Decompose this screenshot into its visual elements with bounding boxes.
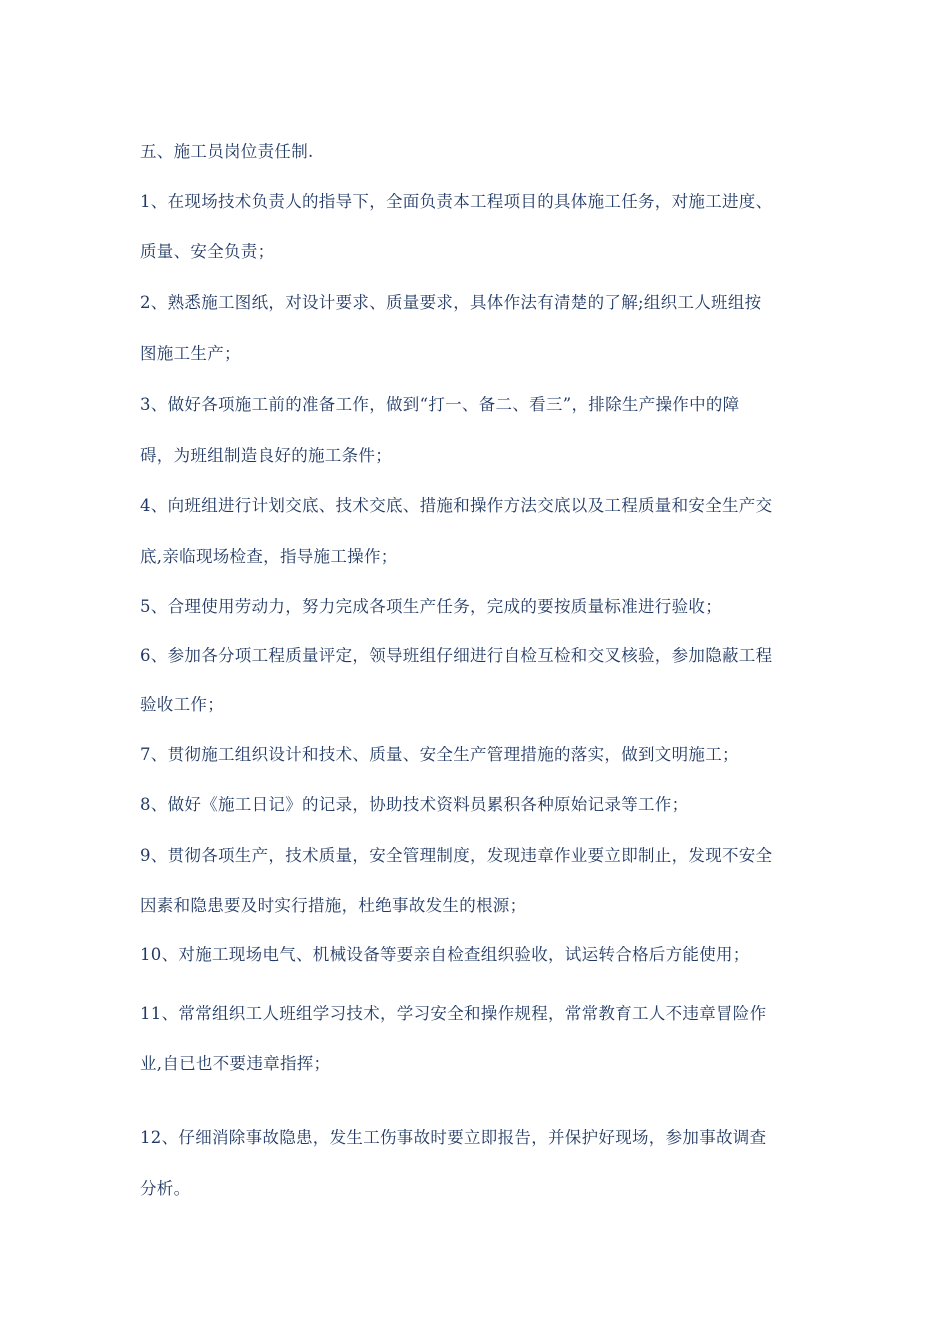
paragraph-8-line-1: 8、做好《施工日记》的记录，协助技术资料员累积各种原始记录等工作； bbox=[140, 795, 689, 814]
paragraph-7-line-1: 7、贯彻施工组织设计和技术、质量、安全生产管理措施的落实，做到文明施工； bbox=[140, 745, 739, 764]
paragraph-12-line-2: 分析。 bbox=[140, 1179, 191, 1198]
paragraph-9-line-1: 9、贯彻各项生产，技术质量，安全管理制度，发现违章作业要立即制止，发现不安全 bbox=[140, 846, 773, 865]
section-heading: 五、施工员岗位责任制. bbox=[140, 142, 314, 161]
paragraph-4-line-2: 底,亲临现场检查，指导施工操作； bbox=[140, 547, 398, 566]
paragraph-5-line-1: 5、合理使用劳动力，努力完成各项生产任务，完成的要按质量标准进行验收； bbox=[140, 597, 722, 616]
paragraph-9-line-2: 因素和隐患要及时实行措施，杜绝事故发生的根源； bbox=[140, 896, 527, 915]
paragraph-3-line-2: 碍，为班组制造良好的施工条件； bbox=[140, 446, 392, 465]
paragraph-11-line-2: 业,自已也不要违章指挥； bbox=[140, 1054, 331, 1073]
paragraph-11-line-1: 11、常常组织工人班组学习技术，学习安全和操作规程，常常教育工人不违章冒险作 bbox=[140, 1004, 767, 1023]
paragraph-10-line-1: 10、对施工现场电气、机械设备等要亲自检查组织验收，试运转合格后方能使用； bbox=[140, 945, 750, 964]
paragraph-6-line-1: 6、参加各分项工程质量评定，领导班组仔细进行自检互检和交叉核验，参加隐蔽工程 bbox=[140, 646, 773, 665]
paragraph-4-line-1: 4、向班组进行计划交底、技术交底、措施和操作方法交底以及工程质量和安全生产交 bbox=[140, 496, 773, 515]
paragraph-2-line-2: 图施工生产； bbox=[140, 344, 241, 363]
paragraph-1-line-1: 1、在现场技术负责人的指导下，全面负责本工程项目的具体施工任务，对施工进度、 bbox=[140, 192, 773, 211]
paragraph-6-line-2: 验收工作； bbox=[140, 695, 224, 714]
paragraph-1-line-2: 质量、安全负责； bbox=[140, 242, 275, 261]
paragraph-3-line-1: 3、做好各项施工前的准备工作，做到“打一、备二、看三”，排除生产操作中的障 bbox=[140, 395, 740, 414]
paragraph-2-line-1: 2、熟悉施工图纸，对设计要求、质量要求，具体作法有清楚的了解;组织工人班组按 bbox=[140, 293, 762, 312]
paragraph-12-line-1: 12、仔细消除事故隐患，发生工伤事故时要立即报告，并保护好现场，参加事故调查 bbox=[140, 1128, 767, 1147]
